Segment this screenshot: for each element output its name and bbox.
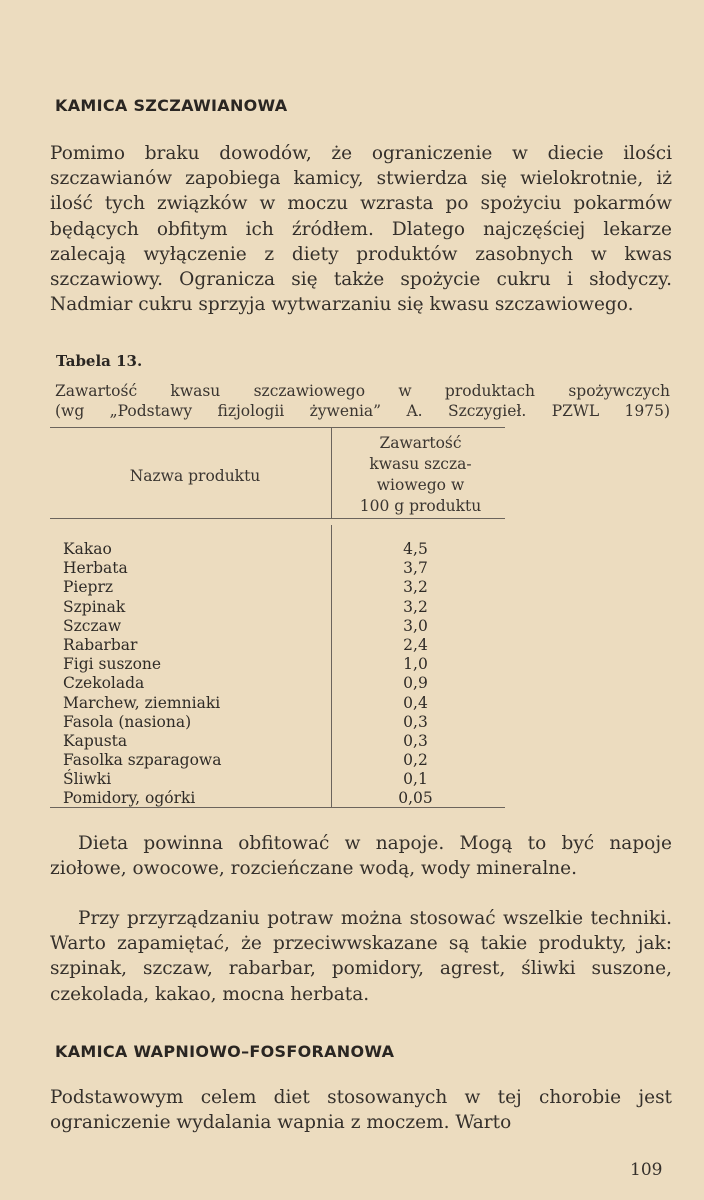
oxalate-paragraph: Pomimo braku dowodów, że ograniczenie w diecie ilości szczawianów zapobiega kamicy, stwierdza się wielokrotnie, iż ilość tych związków w moczu wzrasta po spożyciu pokarmów będących obfitym ich źródłem. Dlatego najczęściej lekarze zalecają wyłączenie z diety produktów zasobnych w kwas szczawiowy. Ogranicza się także spożycie cukru i słodyczy. Nadmiar cukru sprzyja wytwarzaniu się kwasu szczawiowego. [50,143,672,316]
table-row [63,598,513,617]
cooking-paragraph: Przy przyrządzaniu potraw można stosować wszelkie techniki. Warto zapamiętać, że przeciwwskazane są takie produkty, jak: szpinak, szczaw, rabarbar, pomidory, agrest, śliwki suszone, czekolada, kakao, mocna herbata. [50,908,672,1005]
product-name: Marchew, ziemniaki [63,693,221,712]
table-top-rule [50,427,505,428]
product-name: Fasolka szparagowa [63,751,222,770]
oxalate-value: 4,5 [403,540,428,558]
product-name: Pomidory, ogórki [63,789,196,808]
oxalate-value: 1,0 [403,655,428,674]
phosphate-paragraph: Podstawowym celem diet stosowanych w tej chorobie jest ograniczenie wydalania wapnia z moczem. Warto [50,1087,672,1134]
product-name: Pieprz [63,578,114,597]
table-row [63,559,513,578]
table-row [63,789,513,808]
table-row [63,674,513,693]
column-header-content-line-4: 100 g produktu [359,497,482,515]
oxalate-value: 0,1 [403,770,428,789]
table-row [63,694,513,713]
column-header-content-line-3: wiowego w [376,476,465,494]
column-header-content-line-2: kwasu szcza- [369,455,472,473]
oxalate-value: 3,0 [403,616,428,635]
section-heading-oxalate: KAMICA SZCZAWIANOWA [55,96,288,115]
oxalate-value: 2,4 [403,635,428,654]
oxalate-value: 3,7 [403,559,428,578]
table-label: Tabela 13. [56,352,143,370]
table-caption [55,381,670,421]
column-header-content [333,433,508,517]
oxalate-value: 0,9 [403,674,428,693]
table-row [63,770,513,789]
table-row [63,732,513,751]
column-header-product: Nazwa produktu [129,467,261,485]
section-heading-phosphate: KAMICA WAPNIOWO–FOSFORANOWA [55,1042,395,1061]
table-header-divider [331,427,332,519]
drinks-paragraph: Dieta powinna obfitować w napoje. Mogą to być napoje ziołowe, owocowe, rozcieńczane wodą, wody mineralne. [50,833,672,880]
oxalate-value: 0,4 [403,693,428,712]
product-name: Rabarbar [63,635,138,654]
oxalate-value: 0,05 [398,789,433,808]
product-name: Szczaw [63,616,122,635]
table-header-rule [50,518,505,519]
oxalate-value: 3,2 [403,597,428,616]
table-row [63,713,513,732]
oxalate-value: 0,2 [403,751,428,770]
table-caption-line-2: (wg „Podstawy fizjologii żywenia” A. Szczygieł. PZWL 1975) [55,402,670,420]
product-name: Czekolada [63,674,145,693]
table-caption-line-1: Zawartość kwasu szczawiowego w produktach spożywczych [55,382,670,400]
oxalate-value: 3,2 [403,578,428,597]
table-row [63,751,513,770]
oxalate-value: 0,3 [403,731,428,750]
product-name: Kakao [63,540,112,558]
product-name: Fasola (nasiona) [63,712,192,731]
product-name: Kapusta [63,731,128,750]
table-row [63,636,513,655]
oxalate-value: 0,3 [403,712,428,731]
product-name: Śliwki [63,770,112,789]
product-name: Szpinak [63,597,126,616]
table-row [63,578,513,597]
table-row [63,617,513,636]
table-body [63,540,513,809]
page-number: 109 [630,1160,663,1180]
column-header-content-line-1: Zawartość [379,434,462,452]
product-name: Figi suszone [63,655,162,674]
product-name: Herbata [63,559,128,578]
table-row [63,540,513,559]
table-row [63,655,513,674]
